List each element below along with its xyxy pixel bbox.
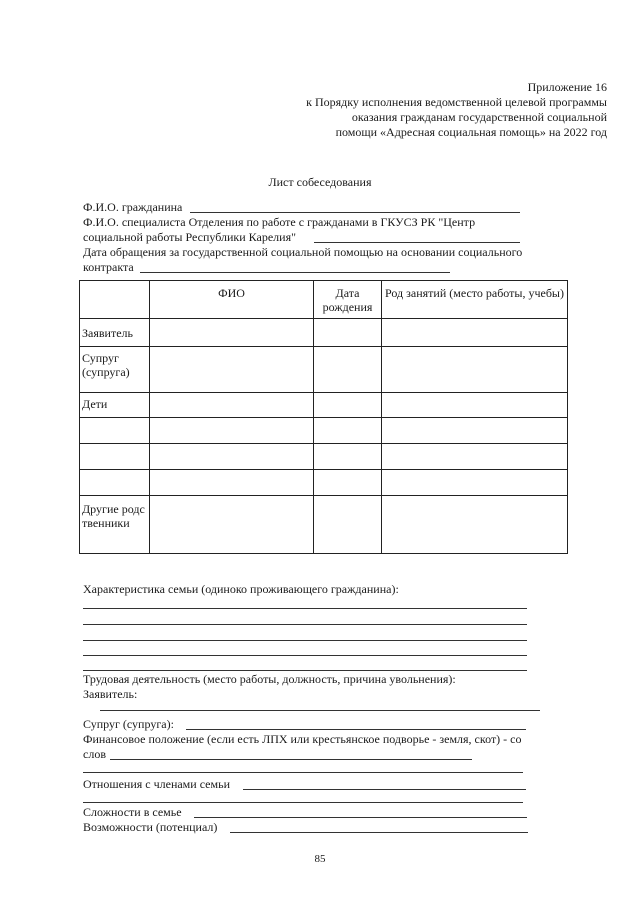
- row-label-empty: [80, 418, 150, 444]
- header-cell-birthdate: Дата рождения: [314, 281, 382, 319]
- table-cell[interactable]: [314, 496, 382, 554]
- table-cell[interactable]: [382, 496, 568, 554]
- table-row: [80, 496, 568, 554]
- header-cell-name: ФИО: [150, 281, 314, 319]
- specialist-name-field[interactable]: [314, 242, 520, 243]
- table-row: [80, 319, 568, 347]
- answer-line[interactable]: [83, 772, 523, 773]
- page-number: 85: [314, 853, 326, 865]
- table-cell[interactable]: [382, 347, 568, 393]
- header-line-2: оказания гражданам государственной социальной: [351, 110, 607, 124]
- row-label-empty: [80, 470, 150, 496]
- table-cell[interactable]: [382, 470, 568, 496]
- table-cell[interactable]: [314, 418, 382, 444]
- answer-line[interactable]: [83, 670, 527, 671]
- table-row: [80, 418, 568, 444]
- table-header-row: [80, 281, 568, 319]
- header-cell-occupation: Род занятий (место работы, учебы): [382, 281, 568, 319]
- finance-field[interactable]: [110, 759, 472, 760]
- table-row: [80, 444, 568, 470]
- row-label-spouse: Супруг (супруга): [80, 347, 150, 393]
- relations-label: Отношения с членами семьи: [83, 777, 230, 791]
- labor-activity-label: Трудовая деятельность (место работы, должность, причина увольнения):: [83, 672, 456, 686]
- interview-table: [79, 280, 568, 554]
- table-cell[interactable]: [150, 470, 314, 496]
- spouse-label: Супруг (супруга):: [83, 717, 174, 731]
- table-row: [80, 347, 568, 393]
- finance-label-line-2: слов: [83, 747, 106, 761]
- row-label-applicant: Заявитель: [80, 319, 150, 347]
- document-title: Лист собеседования: [268, 175, 372, 189]
- table-row: [80, 470, 568, 496]
- table-cell[interactable]: [150, 347, 314, 393]
- row-label-relatives: Другие родственники: [80, 496, 150, 554]
- finance-label-line-1: Финансовое положение (если есть ЛПХ или крестьянское подворье - земля, скот) - со: [83, 732, 522, 746]
- specialist-label-line-2: социальной работы Республики Карелия": [83, 230, 297, 244]
- table-cell[interactable]: [314, 347, 382, 393]
- date-field[interactable]: [140, 272, 450, 273]
- date-label-line-1: Дата обращения за государственной социальной помощью на основании социального: [83, 245, 523, 259]
- table-cell[interactable]: [382, 393, 568, 418]
- answer-line[interactable]: [83, 624, 527, 625]
- citizen-name-label: Ф.И.О. гражданина: [83, 200, 183, 214]
- table-cell[interactable]: [314, 470, 382, 496]
- table-cell[interactable]: [150, 496, 314, 554]
- table-cell[interactable]: [314, 319, 382, 347]
- answer-line[interactable]: [83, 655, 527, 656]
- table-cell[interactable]: [382, 444, 568, 470]
- relations-field[interactable]: [243, 789, 526, 790]
- table-cell[interactable]: [150, 444, 314, 470]
- table-cell[interactable]: [382, 319, 568, 347]
- specialist-label-line-1: Ф.И.О. специалиста Отделения по работе с гражданами в ГКУСЗ РК "Центр: [83, 215, 476, 229]
- table-cell[interactable]: [150, 418, 314, 444]
- header-line-1: к Порядку исполнения ведомственной целевой программы: [306, 95, 607, 109]
- answer-line[interactable]: [100, 710, 540, 711]
- row-label-children: Дети: [80, 393, 150, 418]
- table-cell[interactable]: [150, 319, 314, 347]
- potential-label: Возможности (потенциал): [83, 820, 218, 834]
- table-cell[interactable]: [314, 393, 382, 418]
- difficulties-label: Сложности в семье: [83, 805, 182, 819]
- date-label-line-2: контракта: [83, 260, 134, 274]
- potential-field[interactable]: [230, 832, 528, 833]
- appendix-label: Приложение 16: [527, 80, 607, 94]
- table-cell[interactable]: [382, 418, 568, 444]
- header-cell-role: [80, 281, 150, 319]
- family-characteristics-label: Характеристика семьи (одиноко проживающего гражданина):: [83, 582, 399, 596]
- difficulties-field[interactable]: [194, 817, 527, 818]
- answer-line[interactable]: [83, 640, 527, 641]
- spouse-field[interactable]: [186, 729, 526, 730]
- header-line-3: помощи «Адресная социальная помощь» на 2022 год: [335, 125, 607, 139]
- answer-line[interactable]: [83, 802, 523, 803]
- table-row: [80, 393, 568, 418]
- answer-line[interactable]: [83, 608, 527, 609]
- table-cell[interactable]: [314, 444, 382, 470]
- table-cell[interactable]: [150, 393, 314, 418]
- applicant-label: Заявитель:: [83, 687, 138, 701]
- row-label-empty: [80, 444, 150, 470]
- citizen-name-field[interactable]: [190, 212, 520, 213]
